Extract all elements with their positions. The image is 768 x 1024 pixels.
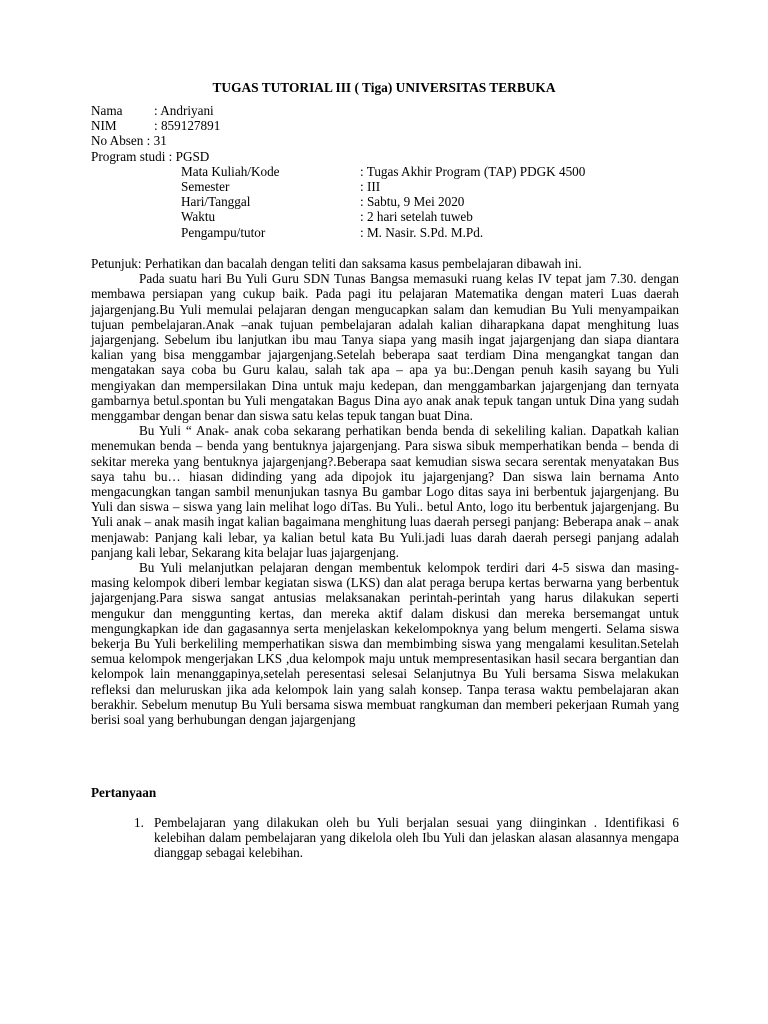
course-row-pengampu [91,225,691,240]
absen-row [91,133,691,148]
question-number: 1. [134,815,144,830]
case-paragraph: Pada suatu hari Bu Yuli Guru SDN Tunas Bangsa memasuki ruang kelas IV tepat jam 7.30. dengan membawa persiapan yang cukup baik. Pada pagi itu pelajaran Matematika dengan materi Luas daerah jajargenjang.Bu Yuli memulai pelajaran dengan mengucapkan salam dan kemudian Bu Yuli menyampaikan tujuan pembelajaran.Anak –anak tujuan pembelajaran adalah kalian diharapkana dapat menghitung luas jajargenjang. Sebelum ibu lanjutkan ibu mau Tanya siapa yang masih ingat jajargenjang dan siapa diantara kalian yang bisa menggambar jajargenjang.Setelah beberapa saat terdiam Dina mengangkat tangan dan mengatakan saya coba bu Guru kalau, salah tak apa – apa ya bu:.Dengan penuh kasih sayang bu Yuli mengiyakan dan mempersilakan Dina untuk maju kedepan, dan menggambarkan jajargenjang dan ternyata gambarnya betul.spontan bu Yuli mengatakan Bagus Dina ayo anak anak tepuk tangan untuk Dina yang sudah menggambar dengan benar dan siswa satu kelas tepuk tangan buat Dina. [91,271,679,424]
case-text [91,256,679,727]
nama-label: Nama [91,103,123,118]
nim-label: NIM [91,118,117,134]
course-label: Mata Kuliah/Kode [181,163,280,179]
prodi-text: Program studi : PGSD [91,148,210,164]
course-value: : III [360,178,381,194]
case-paragraph: Bu Yuli “ Anak- anak coba sekarang perhatikan benda benda di sekeliling kalian. Dapatkah kalian menemukan benda – benda yang bentuknya jajargenjang. Para siswa sibuk memperhatikan benda – benda di sekitar mereka yang bentuknya jajargenjang?.Beberapa saat kemudian siswa secara serentak menyatakan Bus saya tahu bu… hiasan didinding yang ada dipojok itu jajargenjang? Dan siswa lain bernama Anto mengacungkan tangan sambil menunjukan tasnya Bu gambar Logo ditas saya ini berbentuk jajargenjang. Bu Yuli dan siswa – siswa yang lain melihat logo diTas. Bu Yuli.. betul Anto, logo itu berbentuk jajargenjang. Bu Yuli anak – anak masih ingat kalian bagaimana menghitung luas daerah persegi panjang: Beberapa anak – anak menjawab: Panjang kali lebar, ya kalian betul kata Bu Yuli.jadi luas darah daerah persegi panjang adalah panjang kali lebar, Sekarang kita belajar luas jajargenjang. [91,423,679,560]
document-title: TUGAS TUTORIAL III ( Tiga) UNIVERSITAS TERBUKA [212,80,556,95]
nama-row [91,103,691,118]
course-row-waktu [91,209,691,224]
course-value: : M. Nasir. S.Pd. M.Pd. [360,224,484,240]
case-paragraph: Bu Yuli melanjutkan pelajaran dengan membentuk kelompok terdiri dari 4-5 siswa dan masing- masing kelompok diberi lembar kegiatan siswa (LKS) dan alat peraga berupa kertas berwarna yang berbentuk jajargenjang.Para siswa sangat antusias melaksanakan perintah-perintah yang harus dilakukan seperti mengukur dan menggunting kertas, dan mereka aktif dalam diskusi dan mereka bersemangat untuk mengungkapkan ide dan gagasannya serta menjelaskan kekelompoknya yang belum mengerti. Selama siswa bekerja Bu Yuli berkeliling memperhatikan siswa dan membimbing siswa yang mengalami kesulitan.Setelah semua kelompok mengerjakan LKS ,dua kelompok maju untuk mempresentasikan hasil secara bergantian dan kelompok lain menanggapinya,setelah peresentasi selesai Selanjutnya Bu Yuli bersama Siswa melakukan refleksi dan meluruskan jika ada kelompok lain yang salah konsep. Tanpa terasa waktu pembelajaran akan berakhir. Sebelum menutup Bu Yuli bersama siswa membuat rangkuman dan memberi pekerjaan Rumah yang berisi soal yang berhubungan dengan jajargenjang [91,560,679,728]
questions-heading: Pertanyaan [91,785,157,800]
absen-text: No Absen : 31 [91,133,167,149]
prodi-row [91,149,691,164]
instructions: Petunjuk: Perhatikan dan bacalah dengan teliti dan saksama kasus pembelajaran dibawah ini. [91,256,582,271]
student-info [91,103,691,240]
questions-list [91,815,679,861]
course-label: Semester [181,178,230,194]
course-value: : Tugas Akhir Program (TAP) PDGK 4500 [360,163,586,179]
question-text: Pembelajaran yang dilakukan oleh bu Yuli berjalan sesuai yang diinginkan . Identifikasi 6 kelebihan dalam pembelajaran yang dikelola oleh Ibu Yuli dan jelaskan alasan alasannya mengapa dianggap sebagai kelebihan. [154,815,679,861]
course-value: : Sabtu, 9 Mei 2020 [360,194,465,210]
course-label: Waktu [181,209,216,225]
nim-value: : 859127891 [154,118,221,134]
nim-row [91,118,691,133]
course-row-semester [91,179,691,194]
nama-value: : Andriyani [154,103,214,118]
course-label: Pengampu/tutor [181,224,266,240]
question-item [91,815,679,861]
course-value: : 2 hari setelah tuweb [360,209,473,225]
course-row-hari-tanggal [91,194,691,209]
course-row-mata-kuliah [91,164,691,179]
course-label: Hari/Tanggal [181,194,251,210]
